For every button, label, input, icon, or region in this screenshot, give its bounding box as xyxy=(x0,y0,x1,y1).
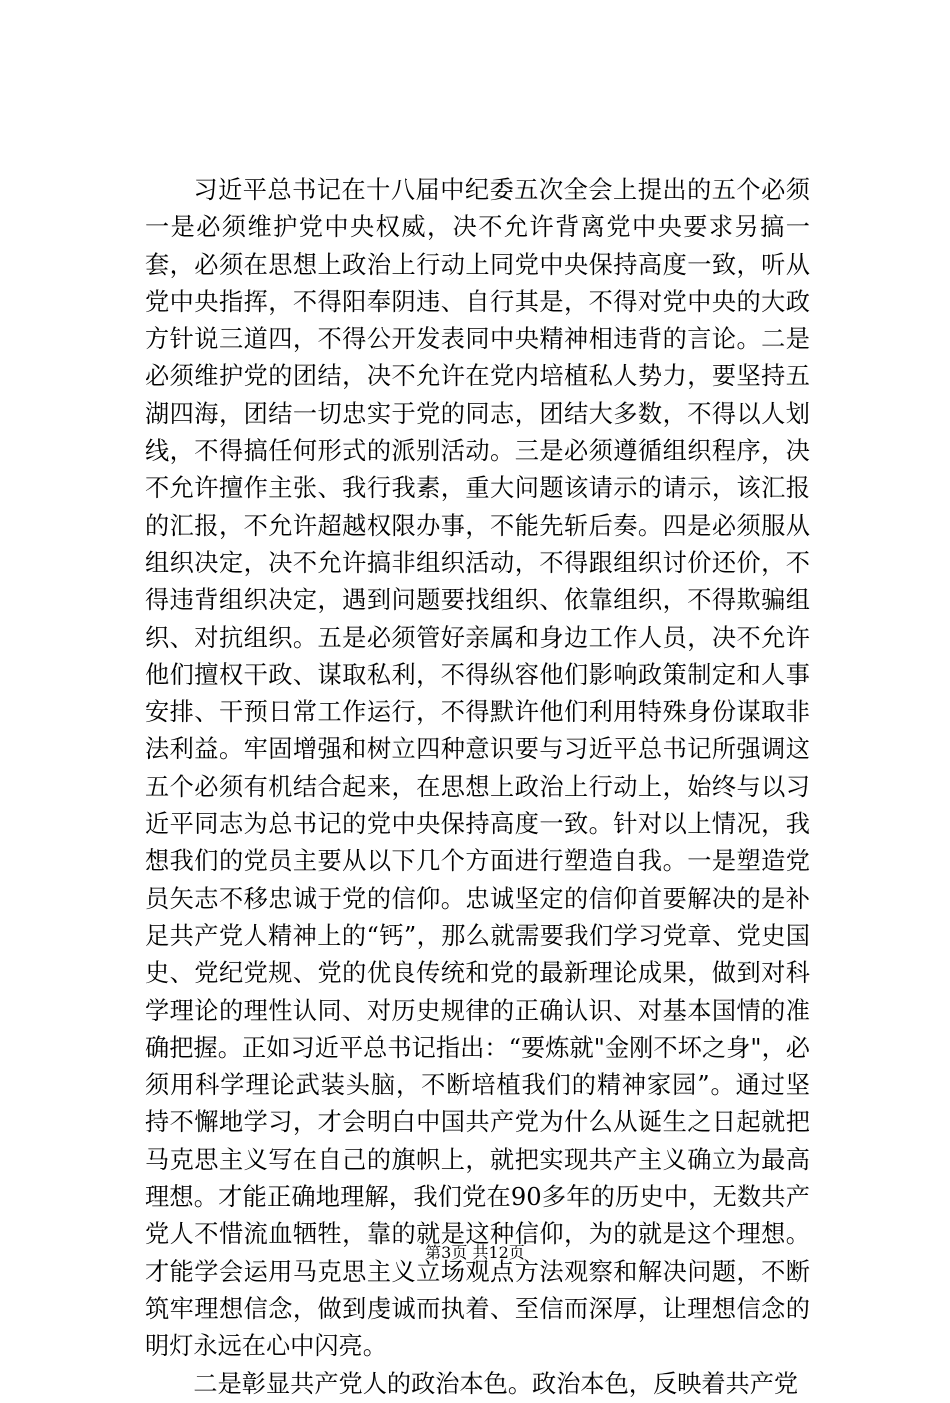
body-text xyxy=(145,172,810,1403)
page-footer: 第3页 共12页 xyxy=(425,1243,525,1262)
paragraph-1: 习近平总书记在十八届中纪委五次全会上提出的五个必须一是必须维护党中央权威，决不允许背离党中央要求另搞一套，必须在思想上政治上行动上同党中央保持高度一致，听从党中央指挥，不得阳奉阴违、自行其是，不得对党中央的大政方针说三道四，不得公开发表同中央精神相违背的言论。二是必须维护党的团结，决不允许在党内培植私人势力，要坚持五湖四海，团结一切忠实于党的同志，团结大多数，不得以人划线，不得搞任何形式的派别活动。三是必须遵循组织程序，决不允许擅作主张、我行我素，重大问题该请示的请示，该汇报的汇报，不允许超越权限办事，不能先斩后奏。四是必须服从组织决定，决不允许搞非组织活动，不得跟组织讨价还价，不得违背组织决定，遇到问题要找组织、依靠组织，不得欺骗组织、对抗组织。五是必须管好亲属和身边工作人员，决不允许他们擅权干政、谋取私利，不得纵容他们影响政策制定和人事安排、干预日常工作运行，不得默许他们利用特殊身份谋取非法利益。牢固增强和树立四种意识要与习近平总书记所强调这五个必须有机结合起来，在思想上政治上行动上，始终与以习近平同志为总书记的党中央保持高度一致。针对以上情况，我想我们的党员主要从以下几个方面进行塑造自我。一是塑造党员矢志不移忠诚于党的信仰。忠诚坚定的信仰首要解决的是补足共产党人精神上的“钙”，那么就需要我们学习党章、党史国史、党纪党规、党的优良传统和党的最新理论成果，做到对科学理论的理性认同、对历史规律的正确认识、对基本国情的准确把握。正如习近平总书记指出：“要炼就"金刚不坏之身"，必须用科学理论武装头脑，不断培植我们的精神家园”。通过坚持不懈地学习，才会明白中国共产党为什么从诞生之日起就把马克思主义写在自己的旗帜上，就把实现共产主义确立为最高理想。才能正确地理解，我们党在90多年的历史中，无数共产党人不惜流血牺牲，靠的就是这种信仰，为的就是这个理想。才能学会运用马克思主义立场观点方法观察和解决问题，不断筑牢理想信念，做到虔诚而执着、至信而深厚，让理想信念的明灯永远在心中闪亮。 xyxy=(145,176,810,1361)
paragraph-2: 二是彰显共产党人的政治本色。政治本色，反映着共产党 xyxy=(193,1369,799,1398)
